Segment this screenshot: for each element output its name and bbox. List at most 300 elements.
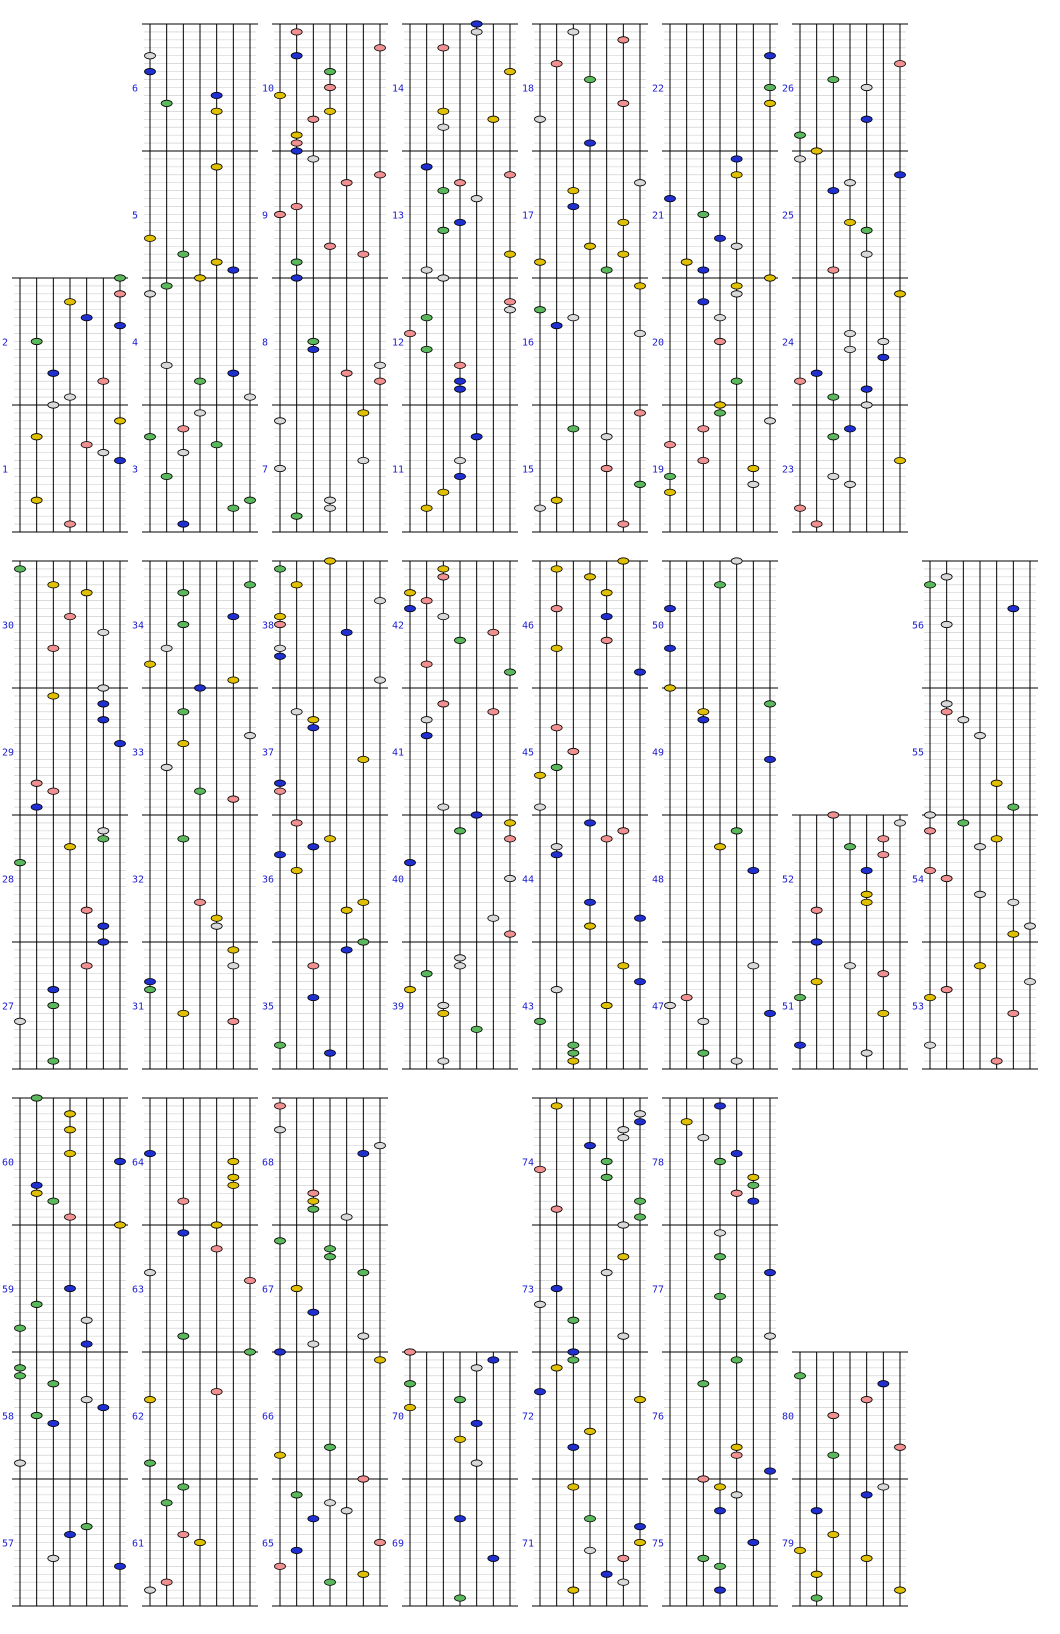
- note-gray: [325, 505, 336, 511]
- measure-number: 66: [262, 1411, 275, 1423]
- note-gray: [471, 29, 482, 35]
- note-green: [421, 314, 432, 320]
- note-blue: [115, 1158, 126, 1164]
- measure-number: 49: [652, 747, 665, 759]
- measure-number: 73: [522, 1284, 535, 1296]
- measure-number: 9: [262, 210, 269, 222]
- note-pink: [178, 426, 189, 432]
- note-blue: [795, 1042, 806, 1048]
- note-blue: [568, 203, 579, 209]
- measure-number: 50: [652, 620, 665, 632]
- note-yellow: [551, 645, 562, 651]
- note-blue: [748, 1198, 759, 1204]
- note-pink: [438, 701, 449, 707]
- note-green: [81, 1523, 92, 1529]
- measure-number: 40: [392, 874, 405, 886]
- note-yellow: [438, 566, 449, 572]
- note-blue: [405, 859, 416, 865]
- note-yellow: [421, 505, 432, 511]
- note-gray: [535, 804, 546, 810]
- note-pink: [211, 1388, 222, 1394]
- note-gray: [925, 1042, 936, 1048]
- note-yellow: [731, 172, 742, 178]
- note-blue: [811, 939, 822, 945]
- note-yellow: [585, 574, 596, 580]
- note-green: [1008, 804, 1019, 810]
- note-yellow: [375, 1357, 386, 1363]
- measure-number: 72: [522, 1411, 535, 1423]
- note-green: [178, 836, 189, 842]
- note-pink: [438, 45, 449, 51]
- note-gray: [48, 1555, 59, 1561]
- note-pink: [421, 597, 432, 603]
- note-green: [455, 1396, 466, 1402]
- note-gray: [145, 1269, 156, 1275]
- note-yellow: [65, 1111, 76, 1117]
- note-blue: [811, 1508, 822, 1514]
- note-green: [811, 1595, 822, 1601]
- note-gray: [325, 1500, 336, 1506]
- note-yellow: [291, 582, 302, 588]
- note-yellow: [228, 677, 239, 683]
- note-pink: [81, 963, 92, 969]
- note-pink: [991, 1058, 1002, 1064]
- measure-number: 76: [652, 1411, 665, 1423]
- note-yellow: [325, 108, 336, 114]
- note-gray: [535, 116, 546, 122]
- note-pink: [275, 1103, 286, 1109]
- note-green: [275, 1042, 286, 1048]
- note-yellow: [438, 489, 449, 495]
- note-green: [31, 1301, 42, 1307]
- note-green: [291, 1492, 302, 1498]
- note-green: [568, 1317, 579, 1323]
- note-green: [731, 378, 742, 384]
- measure-number: 78: [652, 1157, 665, 1169]
- note-yellow: [358, 756, 369, 762]
- measure-block: [132, 561, 258, 1069]
- measure-number: 30: [2, 620, 15, 632]
- note-gray: [618, 1579, 629, 1585]
- note-yellow: [211, 259, 222, 265]
- note-blue: [145, 68, 156, 74]
- note-gray: [505, 875, 516, 881]
- note-yellow: [405, 1404, 416, 1410]
- note-blue: [765, 756, 776, 762]
- note-blue: [275, 851, 286, 857]
- note-blue: [31, 1182, 42, 1188]
- measure-number: 38: [262, 620, 275, 632]
- note-blue: [765, 53, 776, 59]
- note-blue: [878, 1381, 889, 1387]
- note-green: [438, 227, 449, 233]
- note-gray: [975, 891, 986, 897]
- measure-number: 24: [782, 337, 795, 349]
- note-gray: [568, 29, 579, 35]
- measure-block: [782, 812, 908, 1069]
- note-pink: [405, 330, 416, 336]
- note-gray: [438, 275, 449, 281]
- note-pink: [358, 1476, 369, 1482]
- note-yellow: [765, 100, 776, 106]
- note-gray: [585, 1547, 596, 1553]
- note-blue: [601, 613, 612, 619]
- note-gray: [1025, 923, 1036, 929]
- note-blue: [65, 1285, 76, 1291]
- note-blue: [81, 1341, 92, 1347]
- note-green: [178, 709, 189, 715]
- note-yellow: [275, 1452, 286, 1458]
- note-yellow: [488, 116, 499, 122]
- note-gray: [375, 362, 386, 368]
- note-yellow: [568, 1058, 579, 1064]
- note-yellow: [438, 108, 449, 114]
- note-gray: [845, 180, 856, 186]
- note-blue: [488, 1555, 499, 1561]
- note-green: [308, 1206, 319, 1212]
- note-blue: [471, 21, 482, 27]
- note-gray: [161, 764, 172, 770]
- note-yellow: [291, 867, 302, 873]
- note-pink: [195, 899, 206, 905]
- note-yellow: [455, 1436, 466, 1442]
- note-pink: [178, 1198, 189, 1204]
- note-blue: [98, 923, 109, 929]
- note-gray: [145, 53, 156, 59]
- note-blue: [861, 386, 872, 392]
- note-pink: [505, 931, 516, 937]
- note-blue: [145, 978, 156, 984]
- note-green: [98, 836, 109, 842]
- note-yellow: [211, 164, 222, 170]
- note-gray: [958, 717, 969, 723]
- note-yellow: [535, 772, 546, 778]
- measure-number: 20: [652, 337, 665, 349]
- note-green: [325, 68, 336, 74]
- measure-number: 23: [782, 464, 795, 476]
- note-gray: [635, 330, 646, 336]
- note-blue: [878, 354, 889, 360]
- note-yellow: [438, 1010, 449, 1016]
- measure-number: 52: [782, 874, 795, 886]
- note-yellow: [48, 582, 59, 588]
- measure-number: 62: [132, 1411, 145, 1423]
- note-green: [455, 828, 466, 834]
- note-yellow: [551, 1103, 562, 1109]
- note-green: [275, 1238, 286, 1244]
- measure-number: 36: [262, 874, 275, 886]
- note-green: [455, 1595, 466, 1601]
- measure-block: [132, 1098, 258, 1606]
- note-green: [568, 1042, 579, 1048]
- note-blue: [98, 717, 109, 723]
- note-blue: [635, 1523, 646, 1529]
- note-pink: [375, 172, 386, 178]
- note-pink: [665, 441, 676, 447]
- note-green: [715, 410, 726, 416]
- note-gray: [635, 180, 646, 186]
- note-pink: [488, 629, 499, 635]
- note-yellow: [895, 457, 906, 463]
- note-blue: [895, 172, 906, 178]
- note-pink: [731, 1190, 742, 1196]
- note-gray: [845, 346, 856, 352]
- note-green: [48, 1198, 59, 1204]
- note-gray: [878, 338, 889, 344]
- note-yellow: [211, 108, 222, 114]
- note-pink: [31, 780, 42, 786]
- note-green: [568, 426, 579, 432]
- note-gray: [211, 923, 222, 929]
- note-yellow: [308, 717, 319, 723]
- note-gray: [341, 1508, 352, 1514]
- note-yellow: [145, 661, 156, 667]
- note-pink: [438, 574, 449, 580]
- note-green: [245, 1349, 256, 1355]
- measure-number: 43: [522, 1001, 535, 1013]
- note-blue: [455, 386, 466, 392]
- note-blue: [471, 812, 482, 818]
- measure-number: 21: [652, 210, 665, 222]
- note-pink: [635, 410, 646, 416]
- note-green: [358, 1269, 369, 1275]
- note-gray: [48, 402, 59, 408]
- note-gray: [245, 394, 256, 400]
- note-yellow: [551, 1365, 562, 1371]
- note-green: [535, 1018, 546, 1024]
- note-pink: [811, 907, 822, 913]
- note-gray: [375, 597, 386, 603]
- measure-number: 32: [132, 874, 145, 886]
- measure-number: 35: [262, 1001, 275, 1013]
- measure-number: 44: [522, 874, 535, 886]
- note-pink: [535, 1166, 546, 1172]
- note-pink: [488, 709, 499, 715]
- note-gray: [551, 986, 562, 992]
- note-yellow: [618, 1254, 629, 1260]
- note-blue: [228, 370, 239, 376]
- note-yellow: [975, 963, 986, 969]
- note-blue: [341, 629, 352, 635]
- note-green: [161, 100, 172, 106]
- note-gray: [845, 963, 856, 969]
- note-gray: [765, 418, 776, 424]
- note-green: [15, 1373, 26, 1379]
- note-blue: [845, 426, 856, 432]
- note-blue: [341, 947, 352, 953]
- measure-number: 59: [2, 1284, 15, 1296]
- note-pink: [551, 724, 562, 730]
- note-blue: [405, 605, 416, 611]
- note-blue: [861, 867, 872, 873]
- measure-number: 13: [392, 210, 405, 222]
- note-gray: [861, 402, 872, 408]
- note-pink: [405, 1349, 416, 1355]
- note-green: [665, 473, 676, 479]
- note-blue: [731, 1150, 742, 1156]
- note-blue: [698, 267, 709, 273]
- note-green: [178, 1484, 189, 1490]
- note-blue: [291, 275, 302, 281]
- note-yellow: [195, 1539, 206, 1545]
- note-blue: [568, 1444, 579, 1450]
- note-green: [698, 1381, 709, 1387]
- note-pink: [81, 441, 92, 447]
- note-yellow: [601, 1002, 612, 1008]
- measure-number: 34: [132, 620, 145, 632]
- note-pink: [275, 788, 286, 794]
- note-blue: [178, 1230, 189, 1236]
- note-yellow: [665, 489, 676, 495]
- note-yellow: [861, 1555, 872, 1561]
- note-blue: [861, 116, 872, 122]
- measure-number: 1: [2, 464, 9, 476]
- note-green: [828, 1452, 839, 1458]
- measure-block: [652, 558, 778, 1069]
- note-yellow: [568, 1587, 579, 1593]
- note-pink: [228, 796, 239, 802]
- note-green: [795, 994, 806, 1000]
- measure-number: 67: [262, 1284, 275, 1296]
- note-gray: [341, 1214, 352, 1220]
- note-pink: [925, 828, 936, 834]
- note-green: [748, 1182, 759, 1188]
- note-blue: [421, 732, 432, 738]
- note-yellow: [618, 963, 629, 969]
- measure-number: 29: [2, 747, 15, 759]
- note-blue: [115, 740, 126, 746]
- note-blue: [291, 1547, 302, 1553]
- note-green: [958, 820, 969, 826]
- note-pink: [795, 378, 806, 384]
- note-pink: [228, 1018, 239, 1024]
- note-pink: [325, 243, 336, 249]
- measure-number: 39: [392, 1001, 405, 1013]
- note-green: [505, 669, 516, 675]
- note-green: [195, 378, 206, 384]
- note-pink: [811, 521, 822, 527]
- note-yellow: [731, 1444, 742, 1450]
- note-gray: [275, 465, 286, 471]
- note-gray: [505, 307, 516, 313]
- note-pink: [601, 465, 612, 471]
- note-pink: [828, 1412, 839, 1418]
- note-yellow: [681, 259, 692, 265]
- note-pink: [681, 994, 692, 1000]
- note-blue: [535, 1388, 546, 1394]
- note-gray: [731, 1492, 742, 1498]
- measure-block: [2, 561, 128, 1069]
- note-pink: [505, 172, 516, 178]
- measure-number: 79: [782, 1538, 795, 1550]
- note-green: [358, 939, 369, 945]
- note-yellow: [405, 986, 416, 992]
- note-blue: [308, 994, 319, 1000]
- note-green: [438, 187, 449, 193]
- note-yellow: [635, 1396, 646, 1402]
- note-green: [48, 1002, 59, 1008]
- note-yellow: [765, 275, 776, 281]
- note-pink: [618, 828, 629, 834]
- note-gray: [731, 291, 742, 297]
- note-green: [861, 227, 872, 233]
- note-yellow: [811, 148, 822, 154]
- measure-block: [392, 21, 518, 532]
- note-gray: [895, 820, 906, 826]
- note-green: [145, 986, 156, 992]
- note-blue: [81, 314, 92, 320]
- note-gray: [535, 505, 546, 511]
- measure-number: 19: [652, 464, 665, 476]
- note-green: [228, 505, 239, 511]
- note-pink: [358, 251, 369, 257]
- note-yellow: [681, 1119, 692, 1125]
- note-blue: [358, 1150, 369, 1156]
- note-pink: [48, 788, 59, 794]
- note-gray: [421, 267, 432, 273]
- note-pink: [211, 1246, 222, 1252]
- measure-number: 3: [132, 464, 139, 476]
- note-pink: [568, 748, 579, 754]
- measure-block: [782, 24, 908, 532]
- note-yellow: [505, 68, 516, 74]
- note-pink: [421, 661, 432, 667]
- note-pink: [291, 203, 302, 209]
- note-gray: [925, 812, 936, 818]
- note-pink: [795, 505, 806, 511]
- note-yellow: [31, 1190, 42, 1196]
- note-blue: [228, 613, 239, 619]
- note-blue: [551, 1285, 562, 1291]
- note-gray: [455, 955, 466, 961]
- note-green: [535, 307, 546, 313]
- note-blue: [765, 1010, 776, 1016]
- note-yellow: [991, 836, 1002, 842]
- note-green: [31, 338, 42, 344]
- note-gray: [795, 156, 806, 162]
- note-green: [795, 1373, 806, 1379]
- note-yellow: [551, 566, 562, 572]
- measure-number: 48: [652, 874, 665, 886]
- measure-number: 6: [132, 83, 139, 95]
- note-pink: [275, 1563, 286, 1569]
- note-gray: [245, 732, 256, 738]
- note-blue: [308, 844, 319, 850]
- note-green: [828, 434, 839, 440]
- note-blue: [635, 669, 646, 675]
- note-blue: [455, 1515, 466, 1521]
- note-blue: [585, 899, 596, 905]
- note-yellow: [145, 235, 156, 241]
- note-pink: [65, 1214, 76, 1220]
- measure-number: 18: [522, 83, 535, 95]
- measure-block: [392, 1349, 518, 1606]
- note-gray: [828, 473, 839, 479]
- note-green: [925, 582, 936, 588]
- note-blue: [585, 820, 596, 826]
- note-green: [635, 1198, 646, 1204]
- measure-number: 60: [2, 1157, 15, 1169]
- note-gray: [601, 1269, 612, 1275]
- note-blue: [665, 645, 676, 651]
- note-yellow: [698, 709, 709, 715]
- note-pink: [698, 457, 709, 463]
- note-yellow: [178, 1010, 189, 1016]
- note-yellow: [308, 1198, 319, 1204]
- note-gray: [81, 1317, 92, 1323]
- note-gray: [98, 629, 109, 635]
- note-pink: [291, 29, 302, 35]
